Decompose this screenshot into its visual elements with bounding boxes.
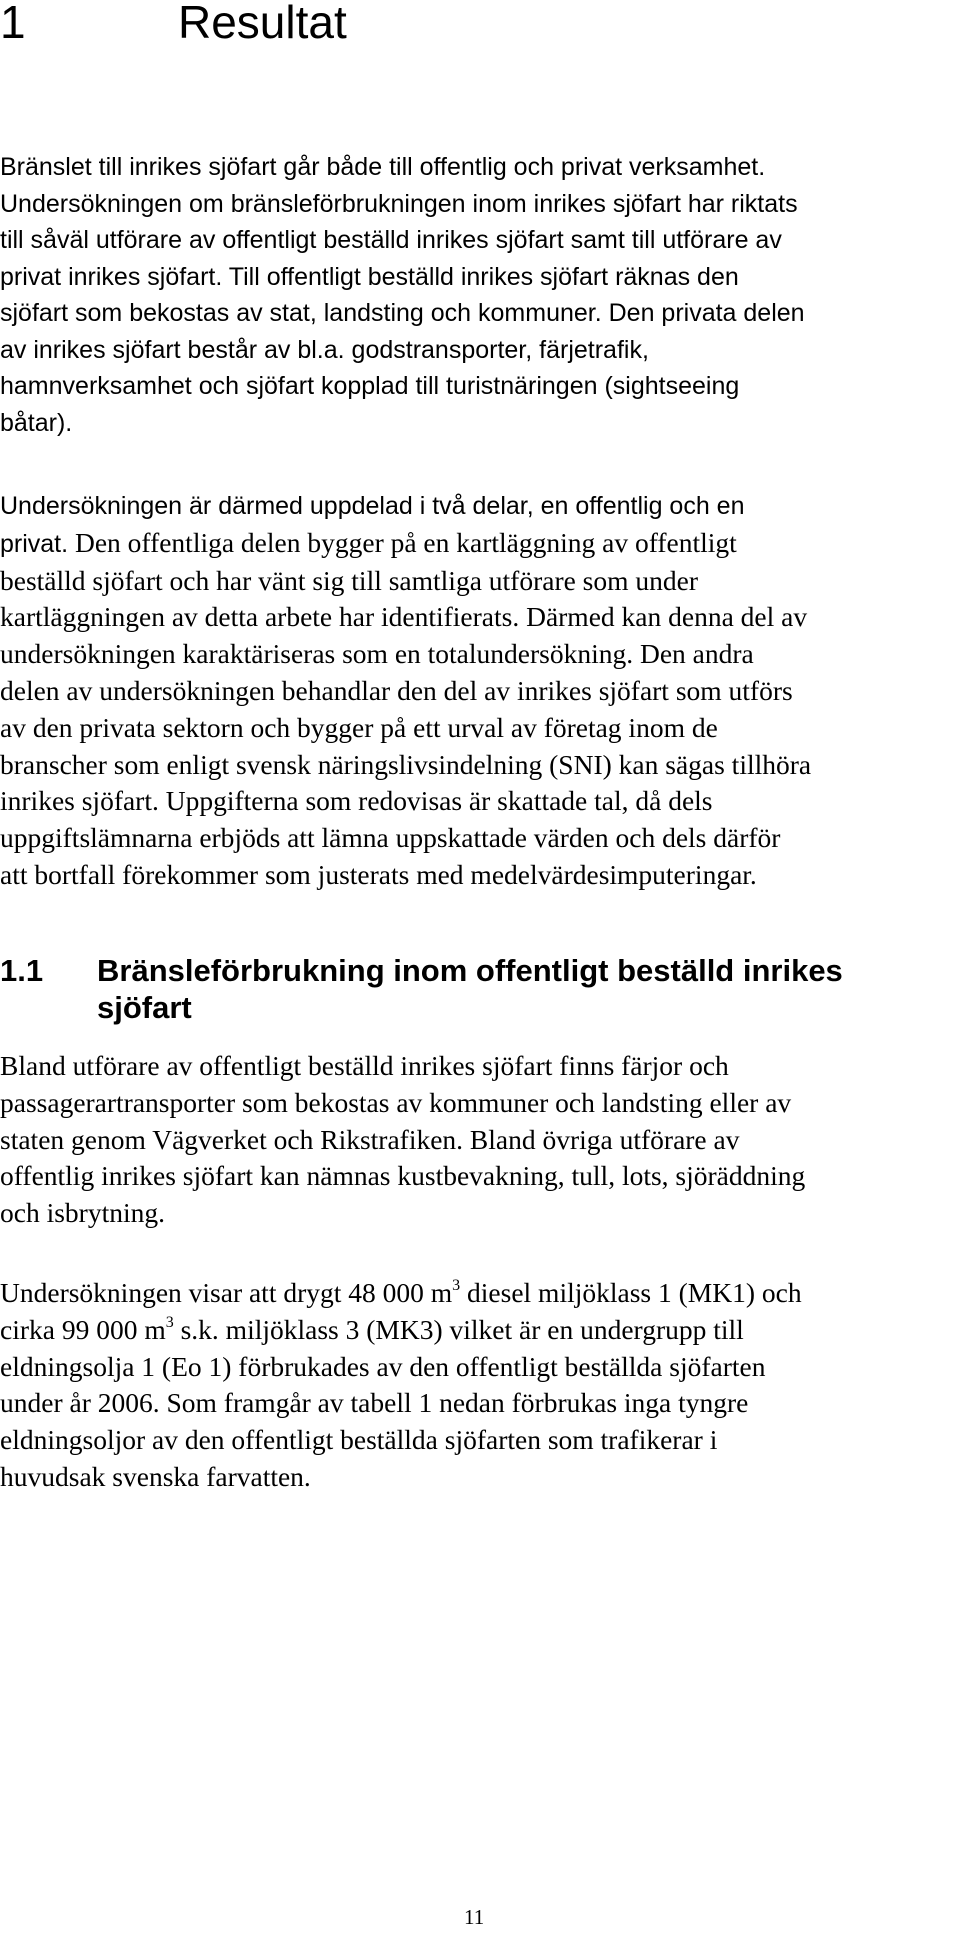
text-fragment: privat. xyxy=(0,529,69,558)
text-line: staten genom Vägverket och Rikstrafiken. Bland övriga utförare av xyxy=(0,1123,740,1155)
text-fragment: s.k. miljöklass 3 (MK3) vilket är en undergrupp till xyxy=(173,1313,744,1345)
paragraph-intro xyxy=(0,149,950,441)
text-line: hamnverksamhet och sjöfart kopplad till turistnäringen (sightseeing xyxy=(0,372,740,400)
text-line: eldningsolja 1 (Eo 1) förbrukades av den offentligt beställda sjöfarten xyxy=(0,1350,766,1382)
text-line: offentlig inrikes sjöfart kan nämnas kustbevakning, tull, lots, sjöräddning xyxy=(0,1160,806,1192)
text-line: båtar). xyxy=(0,408,73,437)
text-line: eldningsoljor av den offentligt beställda sjöfarten som trafikerar i xyxy=(0,1424,718,1456)
paragraph-method xyxy=(0,488,955,894)
text-line xyxy=(0,1275,955,1312)
text-fragment: Den offentliga delen bygger på en kartläggning av offentligt xyxy=(68,526,737,558)
text-line: delen av undersökningen behandlar den del av inrikes sjöfart som utförs xyxy=(0,674,793,706)
text-line: passagerartransporter som bekostas av kommuner och landsting eller av xyxy=(0,1086,792,1118)
text-line: Bränslet till inrikes sjöfart går både till offentlig och privat verksamhet. xyxy=(0,153,766,181)
heading-number: 1 xyxy=(0,0,26,48)
text-line: av den privata sektorn och bygger på ett urval av företag inom de xyxy=(0,711,718,743)
page-number: 11 xyxy=(464,1905,485,1929)
text-line: beställd sjöfart och har vänt sig till samtliga utförare som under xyxy=(0,564,699,596)
text-line: undersökningen karaktäriseras som en totalundersökning. Den andra xyxy=(0,638,754,670)
paragraph-results xyxy=(0,1275,955,1496)
subheading-fuel-consumption xyxy=(0,952,940,1026)
text-line: under år 2006. Som framgår av tabell 1 nedan förbrukas inga tyngre xyxy=(0,1387,749,1419)
text-line: till såväl utförare av offentligt beställd inrikes sjöfart samt till utförare av xyxy=(0,226,782,254)
text-line: Bland utförare av offentligt beställd inrikes sjöfart finns färjor och xyxy=(0,1050,729,1081)
text-line: branscher som enligt svensk näringslivsindelning (SNI) kan sägas tillhöra xyxy=(0,748,812,780)
text-line: huvudsak svenska farvatten. xyxy=(0,1460,311,1492)
text-fragment: Undersökningen visar att drygt 48 000 m xyxy=(0,1277,453,1308)
text-line: inrikes sjöfart. Uppgifterna som redovisas är skattade tal, då dels xyxy=(0,785,713,817)
text-line: Undersökningen om bränsleförbrukningen inom inrikes sjöfart har riktats xyxy=(0,189,798,218)
subheading-title: Bränsleförbrukning inom offentligt beställd inrikes sjöfart xyxy=(97,953,843,1025)
superscript: 3 xyxy=(452,1277,461,1294)
text-line: privat inrikes sjöfart. Till offentligt beställd inrikes sjöfart räknas den xyxy=(0,262,739,291)
text-line: uppgiftslämnarna erbjöds att lämna uppskattade värden och dels därför xyxy=(0,822,781,854)
text-line: och isbrytning. xyxy=(0,1197,165,1229)
text-line: att bortfall förekommer som justerats med medelvärdesimputeringar. xyxy=(0,858,757,890)
text-line: kartläggningen av detta arbete har identifierats. Därmed kan denna del av xyxy=(0,601,808,633)
text-fragment: cirka 99 000 m xyxy=(0,1313,166,1345)
text-line: sjöfart som bekostas av stat, landsting och kommuner. Den privata delen xyxy=(0,299,805,327)
paragraph-operators xyxy=(0,1048,955,1232)
superscript: 3 xyxy=(165,1313,174,1331)
text-line: av inrikes sjöfart består av bl.a. godstransporter, färjetrafik, xyxy=(0,335,649,364)
heading-title: Resultat xyxy=(178,0,347,48)
text-line xyxy=(0,525,955,563)
text-line xyxy=(0,1312,955,1349)
heading-resultat xyxy=(0,0,347,48)
text-line: Undersökningen är därmed uppdelad i två delar, en offentlig och en xyxy=(0,492,745,520)
text-fragment: diesel miljöklass 1 (MK1) och xyxy=(460,1277,802,1308)
subheading-number: 1.1 xyxy=(0,953,44,988)
